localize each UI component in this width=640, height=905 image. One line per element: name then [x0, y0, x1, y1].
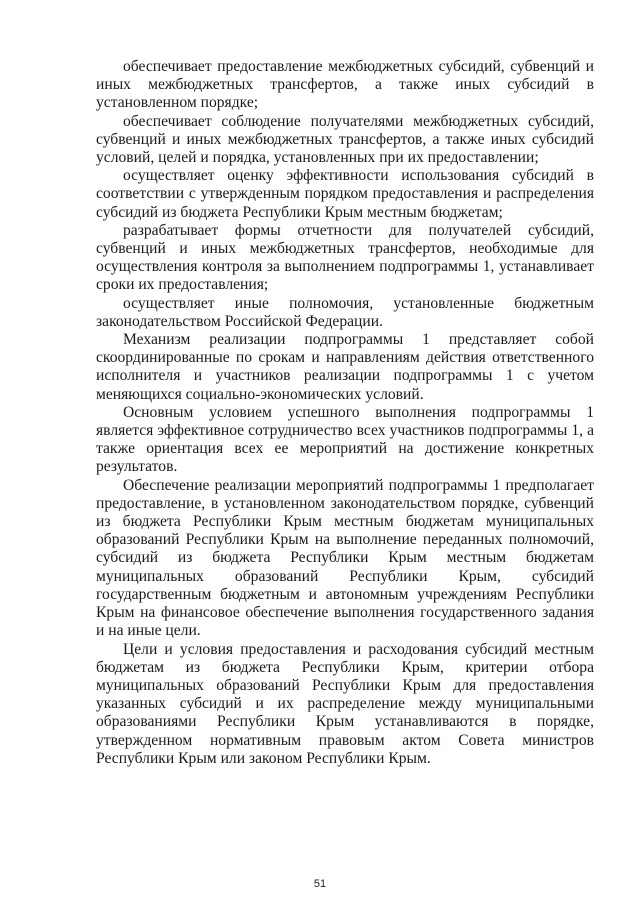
document-body — [96, 58, 594, 768]
paragraph: разрабатывает формы отчетности для получателей субсидий, субвенций и иных межбюджетных трансфертов, необходимые для осуществления контроля за выполнением подпрограммы 1, устанавливает сроки их предоставления; — [96, 221, 594, 294]
paragraph: осуществляет иные полномочия, установленные бюджетным законодательством Российской Федерации. — [96, 294, 594, 330]
paragraph: обеспечивает соблюдение получателями межбюджетных субсидий, субвенций и иных межбюджетных трансфертов, а также иных субсидий условий, целей и порядка, установленных при их предоставлении; — [96, 112, 594, 167]
paragraph: Обеспечение реализации мероприятий подпрограммы 1 предполагает предоставление, в установленном законодательством порядке, субвенций из бюджета Республики Крым местным бюджетам муниципальных образований Республики Крым на выполнение переданных полномочий, субсидий из бюджета Республики Крым местным бюджетам муниципальных образований Республики Крым, субсидий государственным бюджетным и автономным учреждениям Республики Крым на финансовое обеспечение выполнения государственного задания и на иные цели. — [96, 476, 594, 640]
paragraph: осуществляет оценку эффективности использования субсидий в соответствии с утвержденным порядком предоставления и распределения субсидий из бюджета Республики Крым местным бюджетам; — [96, 167, 594, 221]
paragraph: Механизм реализации подпрограммы 1 представляет собой скоординированные по срокам и направлениям действия ответственного исполнителя и участников реализации подпрограммы 1 с учетом меняющихся социально-экономических условий. — [96, 331, 594, 403]
page-number: 51 — [313, 878, 327, 890]
paragraph: Основным условием успешного выполнения подпрограммы 1 является эффективное сотрудничество всех участников подпрограммы 1, а также ориентация всех ее мероприятий на достижение конкретных результатов. — [96, 403, 594, 476]
paragraph: Цели и условия предоставления и расходования субсидий местным бюджетам из бюджета Республики Крым, критерии отбора муниципальных образований Республики Крым для предоставления указанных субсидий и их распределение между муниципальными образованиями Республики Крым устанавливаются в порядке, утвержденном нормативным правовым актом Совета министров Республики Крым или законом Республики Крым. — [96, 640, 594, 767]
paragraph: обеспечивает предоставление межбюджетных субсидий, субвенций и иных межбюджетных трансфертов, а также иных субсидий в установленном порядке; — [96, 58, 594, 112]
